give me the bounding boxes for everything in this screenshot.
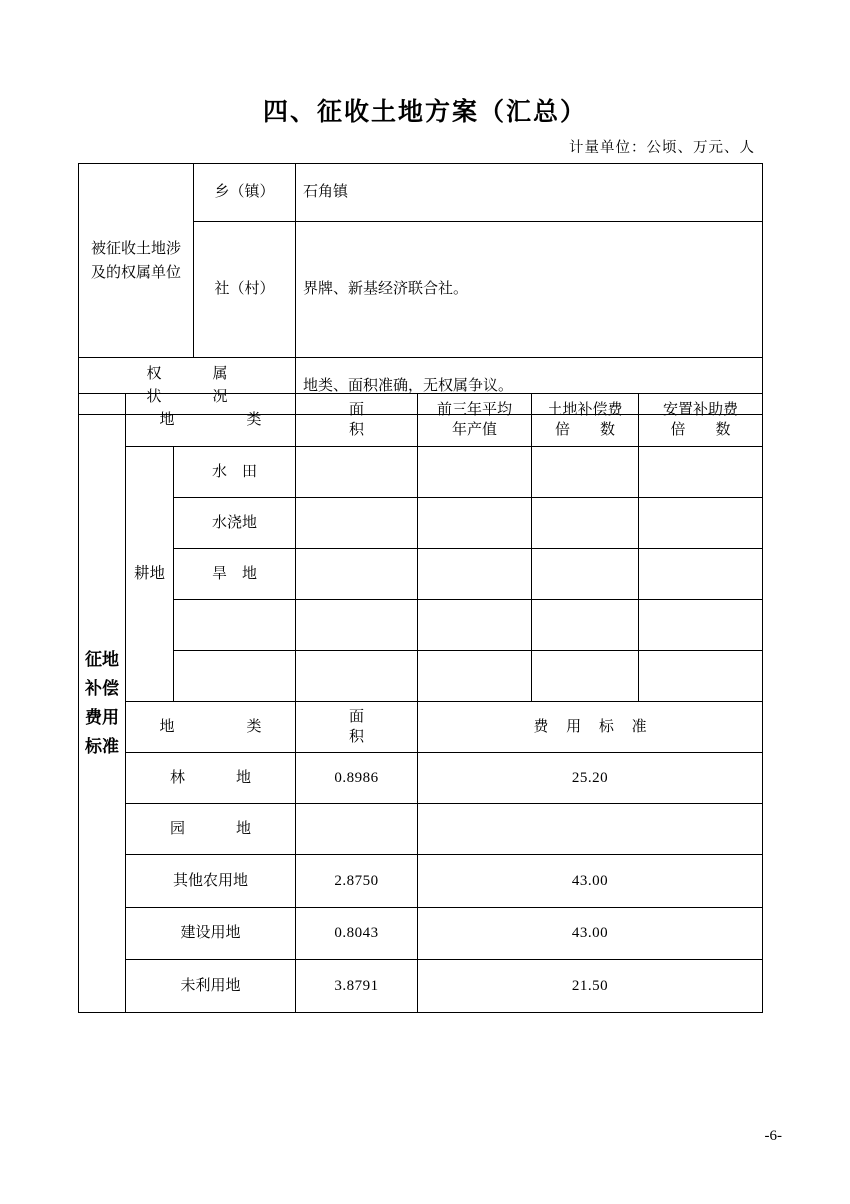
- land-compensation-cell: [532, 651, 639, 702]
- header-fee-standard: 费 用 标 准: [418, 702, 763, 753]
- village-label: 社（村）: [194, 222, 296, 358]
- land-type-cell: 水浇地: [174, 498, 296, 549]
- header-average-annual-output-line2: 年产值: [452, 422, 498, 438]
- header-area-secondary: 面 积: [296, 702, 418, 753]
- table-row: [79, 960, 763, 1013]
- header-resettlement-subsidy-multiple-line1: 安置补助费: [663, 401, 739, 418]
- land-compensation-cell: [532, 549, 639, 600]
- fee-standard-cell: 43.00: [418, 855, 763, 908]
- land-type-cell: 其他农用地: [126, 855, 296, 908]
- area-cell: 2.8750: [296, 855, 418, 908]
- ownership-status-label-line2: 状 况: [146, 389, 235, 405]
- resettlement-cell: [639, 498, 763, 549]
- page-number: -6-: [764, 1128, 782, 1144]
- area-cell: [296, 498, 418, 549]
- area-cell: [296, 651, 418, 702]
- land-type-cell: [174, 651, 296, 702]
- fee-standard-cell: 21.50: [418, 960, 763, 1013]
- table-row: [79, 702, 763, 753]
- resettlement-cell: [639, 600, 763, 651]
- area-cell: 3.8791: [296, 960, 418, 1013]
- average-output-cell: [418, 600, 532, 651]
- land-type-cell: 水 田: [174, 447, 296, 498]
- resettlement-cell: [639, 549, 763, 600]
- average-output-cell: [418, 549, 532, 600]
- header-land-compensation-multiple-line1: 土地补偿费: [547, 401, 623, 418]
- header-resettlement-subsidy-multiple-line2: 倍 数: [670, 422, 731, 438]
- township-value: 石角镇: [296, 164, 763, 222]
- table-row: [79, 855, 763, 908]
- measurement-unit-note: 计量单位：公顷、万元、人: [569, 140, 755, 156]
- area-cell: [296, 447, 418, 498]
- table-row: [79, 447, 763, 498]
- land-compensation-cell: [532, 498, 639, 549]
- ownership-status-value: 地类、面积准确，无权属争议。: [296, 358, 763, 415]
- area-cell: 0.8043: [296, 908, 418, 960]
- average-output-cell: [418, 651, 532, 702]
- land-type-cell: 建设用地: [126, 908, 296, 960]
- resettlement-cell: [639, 447, 763, 498]
- table-row: [79, 908, 763, 960]
- compensation-side-label: 征地补偿费用标准: [79, 394, 126, 1013]
- average-output-cell: [418, 498, 532, 549]
- land-compensation-cell: [532, 600, 639, 651]
- land-type-cell: [174, 600, 296, 651]
- area-cell: [296, 549, 418, 600]
- area-cell: [296, 600, 418, 651]
- area-cell: 0.8986: [296, 753, 418, 804]
- table-row: [79, 804, 763, 855]
- header-average-annual-output-line1: 前三年平均: [437, 401, 513, 418]
- fee-standard-cell: 43.00: [418, 908, 763, 960]
- table-row: [79, 753, 763, 804]
- page-title: 四、征收土地方案（汇总）: [262, 99, 587, 126]
- ownership-row-label: 被征收土地涉及的权属单位: [79, 164, 194, 358]
- cultivated-land-group-label: 耕地: [126, 447, 174, 702]
- header-land-compensation-multiple: [532, 394, 639, 447]
- ownership-table: [78, 163, 763, 415]
- land-type-cell: 未利用地: [126, 960, 296, 1013]
- header-land-compensation-multiple-line2: 倍 数: [555, 422, 616, 438]
- table-row: [79, 164, 763, 222]
- area-cell: [296, 804, 418, 855]
- ownership-status-label-line1: 权 属: [146, 365, 235, 382]
- header-land-type: 地 类: [126, 394, 296, 447]
- village-value: 界牌、新基经济联合社。: [296, 222, 763, 358]
- fee-standard-cell: [418, 804, 763, 855]
- table-row: [79, 600, 763, 651]
- average-output-cell: [418, 447, 532, 498]
- resettlement-cell: [639, 651, 763, 702]
- land-type-cell: 园 地: [126, 804, 296, 855]
- compensation-table: [78, 393, 763, 1013]
- township-label: 乡（镇）: [194, 164, 296, 222]
- table-row: [79, 394, 763, 447]
- fee-standard-cell: 25.20: [418, 753, 763, 804]
- table-row: [79, 651, 763, 702]
- header-land-type-secondary: 地 类: [126, 702, 296, 753]
- table-row: [79, 498, 763, 549]
- header-resettlement-subsidy-multiple: [639, 394, 763, 447]
- land-type-cell: 旱 地: [174, 549, 296, 600]
- header-area: 面 积: [296, 394, 418, 447]
- land-type-cell: 林 地: [126, 753, 296, 804]
- land-compensation-cell: [532, 447, 639, 498]
- table-row: [79, 549, 763, 600]
